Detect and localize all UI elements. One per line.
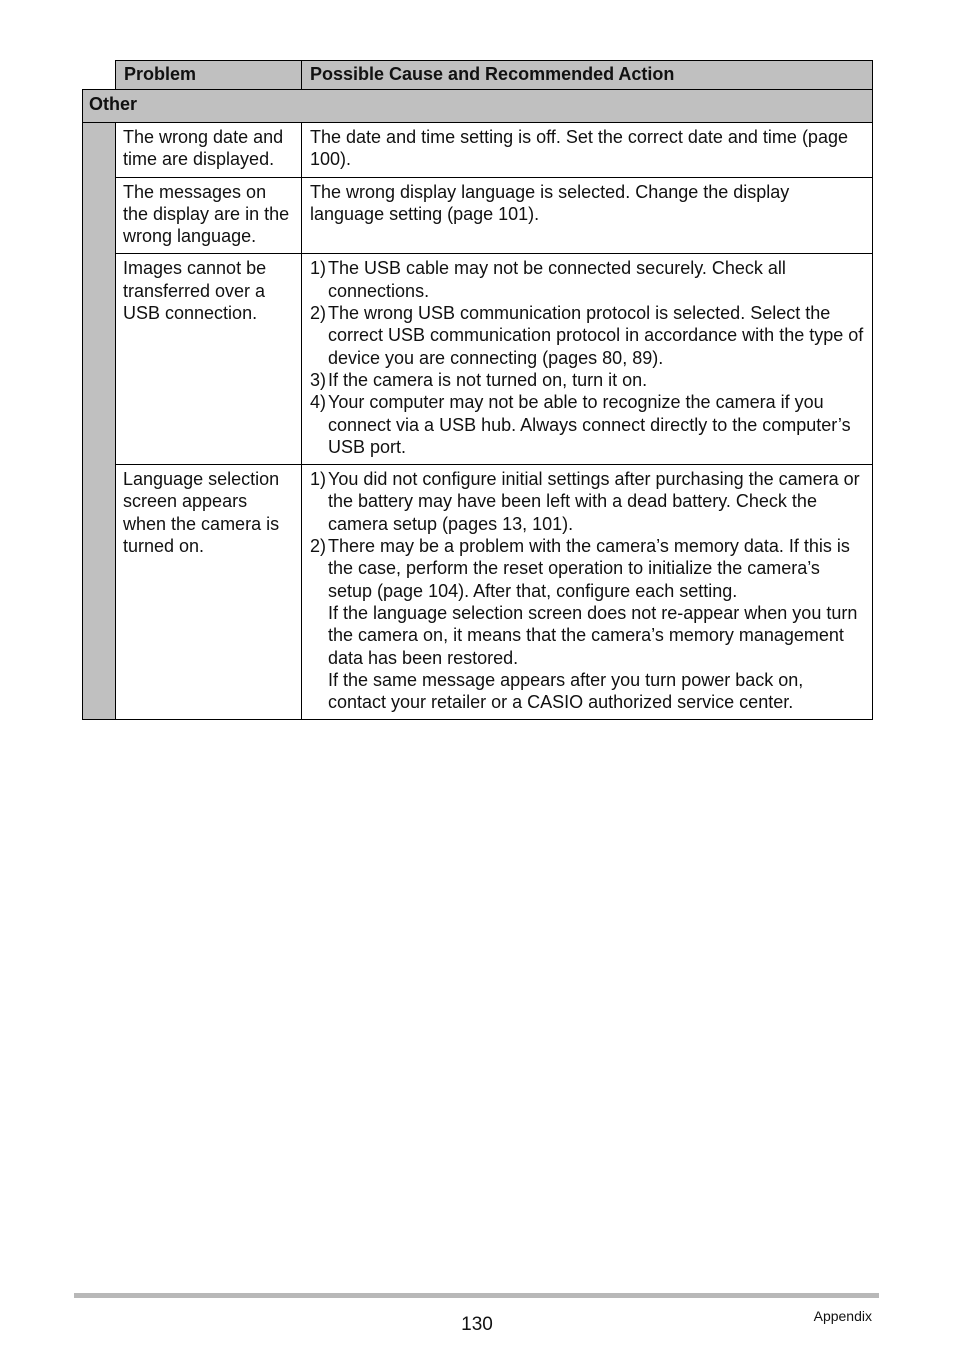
action-number: 2) (310, 303, 327, 324)
problem-cell: Images cannot be transferred over a USB connection. (116, 254, 302, 465)
action-cell (302, 123, 873, 178)
section-side-bar (83, 123, 116, 720)
section-label: Other (83, 90, 873, 123)
action-cell (302, 254, 873, 465)
action-item (310, 535, 864, 713)
action-line: If the same message appears after you turn power back on, contact your retailer or a CASIO authorized service center. (328, 669, 804, 713)
action-line: You did not configure initial settings after purchasing the camera or the battery may have been left with a dead battery. Check the camera setup (pages 13, 101). (328, 469, 860, 534)
action-number: 3) (310, 369, 327, 390)
table-body (83, 90, 873, 720)
action-item (310, 468, 864, 535)
action-item (310, 391, 864, 458)
header-problem: Problem (116, 61, 302, 90)
action-item (310, 369, 864, 391)
action-list (310, 257, 864, 458)
troubleshooting-table (82, 60, 873, 720)
problem-cell: The wrong date and time are displayed. (116, 123, 302, 178)
action-line: Your computer may not be able to recognize the camera if you connect via a USB hub. Always connect directly to the computer’s USB port. (328, 392, 851, 457)
table-row (83, 123, 873, 178)
action-number: 2) (310, 536, 327, 557)
table-row (83, 254, 873, 465)
action-item (310, 257, 864, 302)
action-line: If the language selection screen does not re-appear when you turn the camera on, it means that the camera’s memory management data has been restored. (328, 602, 858, 668)
table-header-row (83, 61, 873, 90)
action-item (310, 302, 864, 369)
problem-cell: Language selection screen appears when the camera is turned on. (116, 465, 302, 720)
action-text: The wrong display language is selected. Change the display language setting (page 101). (310, 181, 790, 224)
section-row (83, 90, 873, 123)
action-line: The USB cable may not be connected securely. Check all connections. (328, 258, 786, 301)
action-number: 1) (310, 469, 327, 490)
action-line: The wrong USB communication protocol is selected. Select the correct USB communication protocol in accordance with the type of device you are connecting (pages 80, 89). (328, 303, 864, 368)
action-cell (302, 465, 873, 720)
action-line: If the camera is not turned on, turn it on. (328, 369, 648, 390)
action-list (310, 468, 864, 713)
header-spacer (83, 61, 116, 90)
action-line: There may be a problem with the camera’s memory data. If this is the case, perform the reset operation to initialize the camera’s setup (page 104). After that, configure each setting. (328, 536, 850, 601)
footer-divider (74, 1293, 879, 1298)
problem-cell: The messages on the display are in the wrong language. (116, 177, 302, 254)
table-row (83, 465, 873, 720)
action-number: 1) (310, 258, 327, 279)
action-text: The date and time setting is off. Set the correct date and time (page 100). (310, 127, 848, 170)
page-number: 130 (461, 1314, 493, 1335)
action-number: 4) (310, 392, 327, 413)
table-row (83, 177, 873, 254)
header-action: Possible Cause and Recommended Action (302, 61, 873, 90)
footer-section-name: Appendix (813, 1308, 872, 1324)
action-cell (302, 177, 873, 254)
